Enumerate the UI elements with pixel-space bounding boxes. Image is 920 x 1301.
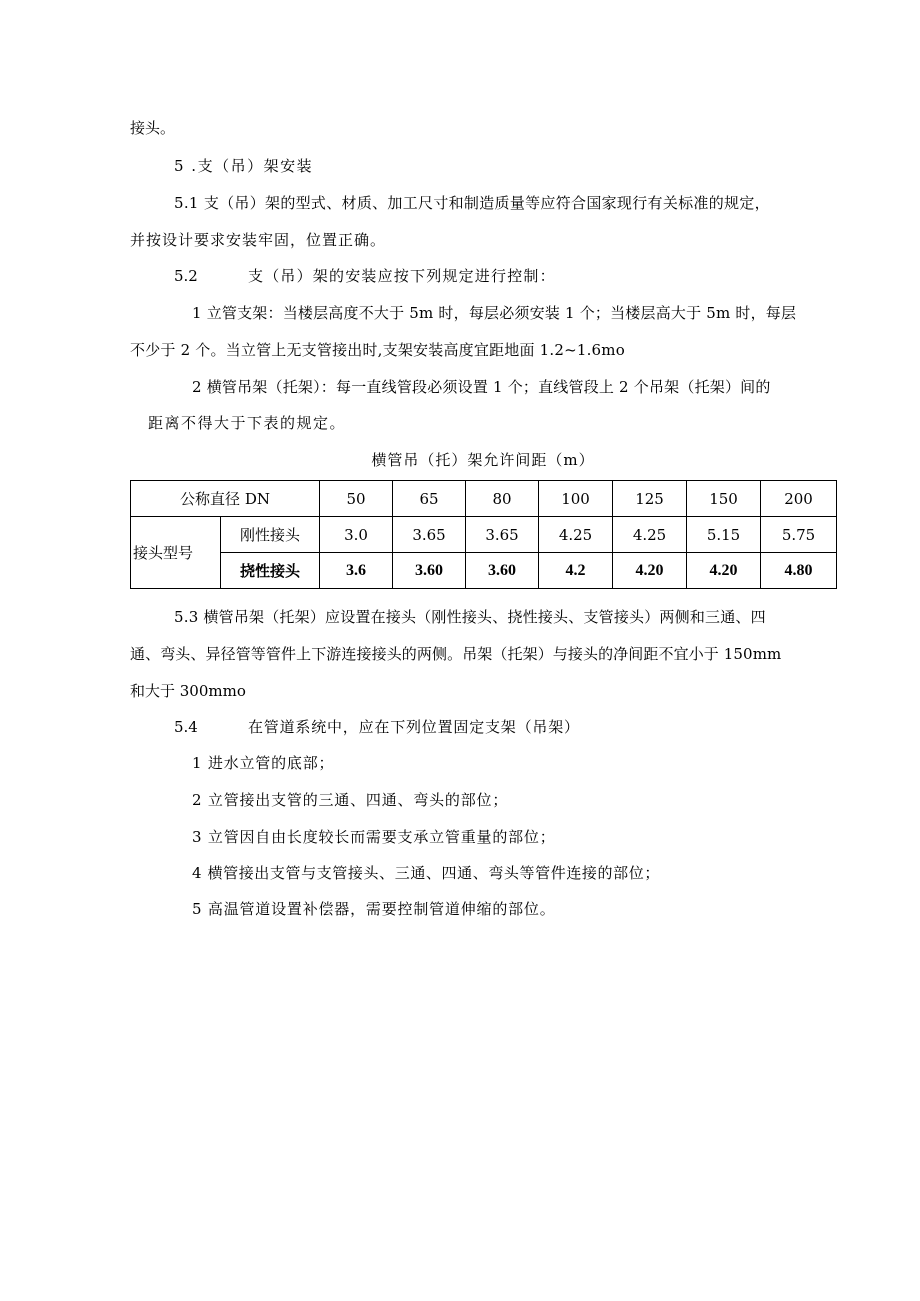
value-cell: 4.20 [613,553,687,589]
list-item: 4 横管接出支管与支管接头、三通、四通、弯头等管件连接的部位； [192,864,660,882]
joint-type-label-cell: 接头型号 [131,517,221,589]
section-heading-5: 5 .支（吊）架安装 [174,157,314,175]
clause-5-4-number: 5.4 [174,718,198,736]
paragraph-continuation: 接头。 [130,119,176,137]
clause-5-2-text: 支（吊）架的安装应按下列规定进行控制： [248,267,556,285]
value-cell: 3.60 [393,553,466,589]
dn-cell: 100 [539,481,613,517]
clause-5-1-line-2: 并按设计要求安装牢固，位置正确。 [130,231,387,249]
item-riser-support-line-1: 1 立管支架：当楼层高度不大于 5m 时，每层必须安装 1 个；当楼层高大于 5m 时，每层 [192,304,797,322]
list-item: 3 立管因自由长度较长而需要支承立管重量的部位； [192,828,556,846]
item-horizontal-hanger-line-1: 2 横管吊架（托架）：每一直线管段必须设置 1 个；直线管段上 2 个吊架（托架）间的 [192,378,771,396]
dn-cell: 200 [761,481,837,517]
value-cell: 4.2 [539,553,613,589]
header-label-cell: 公称直径 DN [131,481,320,517]
dn-cell: 80 [466,481,539,517]
clause-5-1-line-1: 5.1 支（吊）架的型式、材质、加工尺寸和制造质量等应符合国家现行有关标准的规定， [174,194,770,212]
list-item: 5 高温管道设置补偿器，需要控制管道伸缩的部位。 [192,900,556,918]
table-header-row [131,481,837,517]
item-horizontal-hanger-line-2: 距离不得大于下表的规定。 [148,414,347,432]
clause-5-3-line-2: 通、弯头、异径管等管件上下游连接接头的两侧。吊架（托架）与接头的净间距不宜小于 150mm [130,645,782,663]
value-cell: 4.80 [761,553,837,589]
table-row-rigid [131,517,837,553]
list-item: 1 进水立管的底部； [192,754,335,772]
clause-5-3-line-3: 和大于 300mmo [130,682,246,700]
value-cell: 5.75 [761,517,837,553]
list-item: 2 立管接出支管的三通、四通、弯头的部位； [192,791,509,809]
flexible-joint-label-cell: 挠性接头 [221,553,320,589]
value-cell: 4.25 [539,517,613,553]
item-riser-support-line-2: 不少于 2 个。当立管上无支管接出时,支架安装高度宜距地面 1.2~1.6mo [130,341,625,359]
value-cell: 3.6 [320,553,393,589]
rigid-joint-label-cell: 刚性接头 [221,517,320,553]
value-cell: 4.25 [613,517,687,553]
clause-5-3-line-1: 5.3 横管吊架（托架）应设置在接头（刚性接头、挠性接头、支管接头）两侧和三通、四 [174,608,766,626]
hanger-spacing-table [130,480,837,589]
value-cell: 5.15 [687,517,761,553]
dn-cell: 150 [687,481,761,517]
value-cell: 4.20 [687,553,761,589]
value-cell: 3.0 [320,517,393,553]
dn-cell: 65 [393,481,466,517]
table-caption: 横管吊（托）架允许间距（m） [371,451,595,469]
table-row-flexible [131,553,837,589]
clause-5-4-text: 在管道系统中，应在下列位置固定支架（吊架） [248,718,580,736]
dn-cell: 50 [320,481,393,517]
value-cell: 3.65 [393,517,466,553]
dn-cell: 125 [613,481,687,517]
clause-5-2-number: 5.2 [174,267,198,285]
value-cell: 3.65 [466,517,539,553]
value-cell: 3.60 [466,553,539,589]
